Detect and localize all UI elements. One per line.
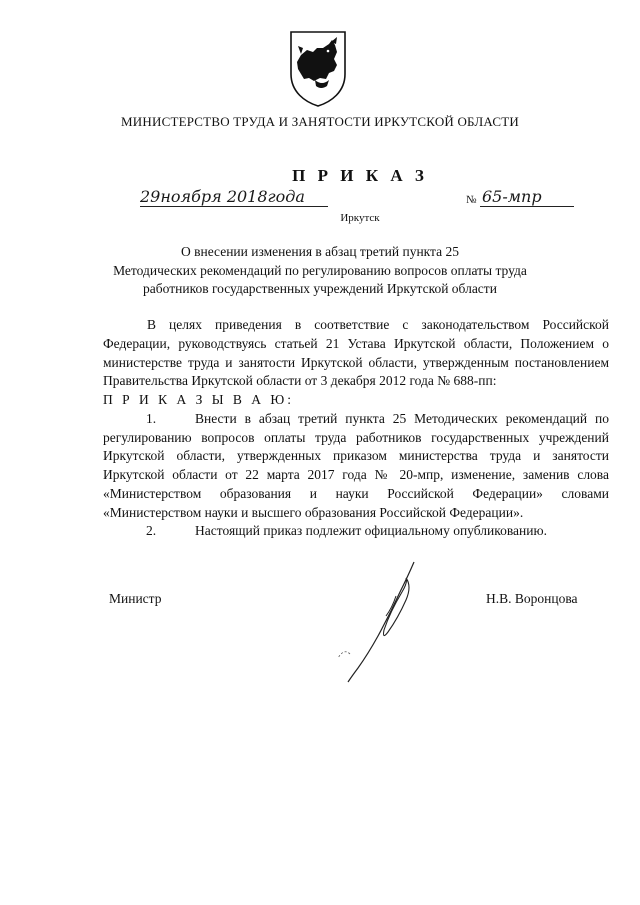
order-body — [103, 316, 609, 541]
date-underline — [140, 206, 328, 207]
minister-position: Министр — [109, 591, 162, 606]
order-item — [103, 410, 609, 523]
item-text: Внести в абзац третий пункта 25 Методических рекомендаций по регулированию вопросов оплаты труда работников государственных учреждений Иркутской области, утвержденных приказом министерства труда и занятости Иркутской области от 22 марта 2017 года № 20-мпр, изменение, заменив слова «Министерством образования и науки Российской Федерации» словами «Министерством науки и высшего образования Российской Федерации». — [103, 410, 609, 520]
order-number-handwritten: 65-мпр — [482, 187, 542, 206]
subject-line: О внесении изменения в абзац третий пункта 25 — [181, 244, 459, 259]
subject-line: работников государственных учреждений Иркутской области — [143, 281, 497, 297]
order-title: П Р И К А З — [292, 166, 428, 185]
order-subject — [100, 243, 540, 299]
minister-name: Н.В. Воронцова — [486, 591, 578, 606]
order-item — [103, 522, 609, 541]
number-sign: № — [466, 194, 477, 206]
irkutsk-coat-of-arms-icon — [287, 28, 349, 108]
item-number: 1. — [146, 410, 157, 426]
number-underline — [480, 206, 574, 207]
item-text: Настоящий приказ подлежит официальному опубликованию. — [195, 523, 547, 539]
ministry-name: МИНИСТЕРСТВО ТРУДА И ЗАНЯТОСТИ ИРКУТСКОЙ ОБЛАСТИ — [121, 114, 519, 129]
handwritten-signature-icon — [320, 556, 430, 684]
preamble-paragraph: В целях приведения в соответствие с законодательством Российской Федерации, руководствуясь статьей 21 Устава Иркутской области, Положением о министерстве труда и занятости Иркутской области, утвержденным постановлением Правительства Иркутской области от 3 декабря 2012 года № 688-пп: — [103, 317, 609, 389]
order-date-handwritten: 29ноября 2018года — [140, 187, 305, 206]
prikazyvayu-heading: П Р И К А З Ы В А Ю: — [103, 392, 295, 407]
order-city: Иркутск — [340, 212, 380, 224]
subject-line: Методических рекомендаций по регулированию вопросов оплаты труда — [113, 262, 527, 278]
item-number: 2. — [146, 523, 157, 539]
